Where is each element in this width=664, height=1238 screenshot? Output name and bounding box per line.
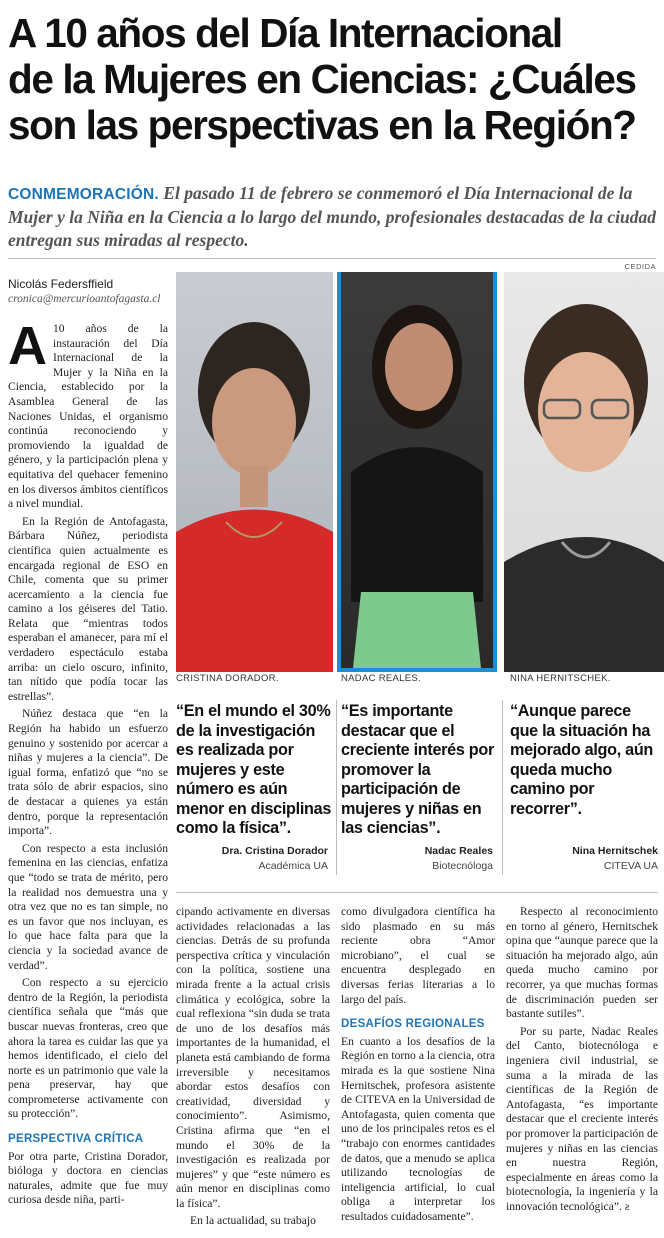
paragraph: cipando activamente en diversas actividades relacionadas a las ciencias. Detrás de su profunda perspectiva crítica y vinculación con la política, sostiene una mirada frente a la actual crisis climática y ecológica, sobre la cual reflexiona “sin duda se trata de uno de los desafíos más importantes de la humanidad, el planeta está cambiando de forma irreversible y necesitamos abordar estos desafíos con creatividad, diversidad y conocimiento”. Asimismo, Cristina afirma que “en el mundo el 30% de la investigación es realizada por mujeres” y que “este número es aún menor en disciplinas como la física”.: [176, 905, 330, 1210]
end-mark-icon: ƨ: [624, 1199, 630, 1213]
paragraph: Con respecto a su ejercicio dentro de la Región, la periodista científica señala que “más que buscar nuevas fronteras, creo que ahora la tarea es cuidar las que ya hemos identificado, el cielo del norte es un patrimonio que vale la pena preservar, hay que comprometerse activamente con su protección”.: [8, 976, 168, 1121]
paragraph: En la actualidad, su trabajo: [190, 1214, 316, 1228]
caption-photo-1: CRISTINA DORADOR.: [176, 673, 279, 684]
paragraph: A 10 años de la instauración del Día Internacional de la Mujer y la Niña en la Ciencia, establecido por la Asamblea General de las Naciones Unidas, el organismo continúa reconociendo y promoviendo la igualdad de género, y la participación plena y equitativa del quehacer femenino en los diversos ámbitos científicos a nivel mundial.: [8, 322, 168, 511]
pull-quote-2: “Es importante destacar que el creciente interés por promover la participación de mujeres y niñas en las ciencias”.: [341, 702, 494, 837]
quote-2-role: Biotecnóloga: [432, 860, 493, 872]
paragraph: Por su parte, Nadac Reales del Canto, biotecnóloga e ingeniera civil industrial, se suma a la mirada de las científicas de la Región de Antofagasta, “es importante destacar que el creciente interés por promover la participación de mujeres y niñas en las ciencias en nuestra Región, especialmente en áreas como la biotecnología, la ingeniería y la innovación tecnológica”. ƨ: [506, 1024, 658, 1213]
subhead-desafios-regionales: DESAFÍOS REGIONALES: [341, 1018, 485, 1031]
red-top: [176, 510, 333, 673]
headline-line-3: son las perspectivas en la Región?: [8, 102, 636, 148]
divider: [8, 258, 656, 259]
drop-cap: A: [8, 322, 47, 376]
divider: [176, 892, 658, 893]
paragraph: En cuanto a los desafíos de la Región en torno a la ciencia, otra mirada es la que sostiene Nina Hernitschek, profesora asistente de CITEVA en la Universidad de Antofagasta, quien comenta que uno de los principales retos es el “trabajo con enormes cantidades de datos, que a menudo se aplica utilizando tecnologías de inteligencia artificial, lo cual obliga a interpretar los resultados cuidadosamente”.: [341, 1034, 495, 1223]
lead-kicker: CONMEMORACIÓN.: [8, 186, 159, 203]
pull-quote-1: “En el mundo el 30% de la investigación es realizada por mujeres y este número es aún menor en disciplinas como la física”.: [176, 702, 332, 837]
body-column-1: [8, 322, 168, 1234]
caption-photo-3: NINA HERNITSCHEK.: [510, 673, 611, 684]
caption-photo-2: NADAC REALES.: [341, 673, 421, 684]
portrait-nadac: [341, 272, 493, 668]
quote-1-role: Académica UA: [258, 860, 328, 872]
column-rule: [336, 700, 337, 875]
paragraph: En la Región de Antofagasta, Bárbara Núñez, periodista científica quien actualmente es encargada regional de ESO en Chile, comenta que su primer acercamiento a la ciencia fue camino a los géiseres del Tatio. Relata que “mientras todos esperaban el amanecer, para mí el verdadero espectáculo estaba arriba: un cielo oscuro, infinito, tan nítido que podía tocar las estrellas”.: [8, 514, 168, 703]
headline: [8, 10, 658, 148]
paragraph: Núñez destaca que “en la Región ha habido un esfuerzo genuino y sostenido por acercar a niñas y mujeres a la ciencia”. De igual forma, enfatizó que “no se trata sólo de abrir espacios, sino de destacar a quienes ya están dentro, porque la representación importa”.: [8, 707, 168, 838]
paragraph: como divulgadora científica ha sido plasmado en su más reciente obra “Amor microbiano”, el cual se encuentra desplegado en diversas ferias literarias a lo largo del país.: [341, 905, 495, 1006]
lead-text: El pasado 11 de febrero se conmemoró el Día Internacional de la Mujer y la Niña en la Ciencia a lo largo del mundo, profesionales destacadas de la ciudad entregan sus miradas al respecto.: [8, 183, 656, 250]
quote-1-name: Dra. Cristina Dorador: [221, 845, 328, 857]
photo-cristina-dorador: [176, 272, 333, 672]
portrait-cristina: [176, 272, 333, 672]
headline-line-1: A 10 años del Día Internacional: [8, 10, 562, 56]
photo-nadac-reales: [341, 272, 493, 668]
quote-2-name: Nadac Reales: [424, 845, 493, 857]
byline-email: cronica@mercurioantofagasta.cl: [8, 293, 161, 305]
pull-quote-3: “Aunque parece que la situación ha mejorado algo, aún queda mucho camino por recorrer”.: [510, 702, 654, 818]
lead-paragraph: [8, 182, 658, 252]
green-skirt: [353, 592, 481, 668]
body-column-4: [506, 905, 658, 1235]
paragraph: Respecto al reconocimiento en torno al género, Hernitschek opina que “aunque parece que la situación ha mejorado algo, aún queda mucho camino por recorrer, ya que muchas formas de discriminación pueden ser bastante sutiles”.: [506, 905, 658, 1021]
quote-3-name: Nina Hernitschek: [572, 845, 658, 857]
photo-credit: CEDIDA: [624, 262, 656, 271]
paragraph: Por otra parte, Cristina Dorador, bióloga y doctora en ciencias naturales, admite que fue muy curiosa desde niña, parti-: [8, 1149, 168, 1207]
column-rule: [502, 700, 503, 875]
photo-nina-hernitschek: [504, 272, 664, 672]
portrait-nina: [504, 272, 664, 672]
byline-author: Nicolás Federsffield: [8, 277, 114, 291]
headline-line-2: de la Mujeres en Ciencias: ¿Cuáles: [8, 56, 636, 102]
body-column-2: [176, 905, 330, 1235]
body-column-3: [341, 905, 495, 1235]
subhead-perspectiva-critica: PERSPECTIVA CRÍTICA: [8, 1133, 144, 1146]
quote-3-role: CITEVA UA: [603, 860, 658, 872]
paragraph: Con respecto a esta inclusión femenina en las ciencias, enfatiza que “todo se trata de mérito, pero la realidad nos demuestra una y otra vez que no es tan simple, no es un favor que nos incluyan, es lo que hace falta para que la ciencia y la sociedad avance de verdad”.: [8, 841, 168, 972]
